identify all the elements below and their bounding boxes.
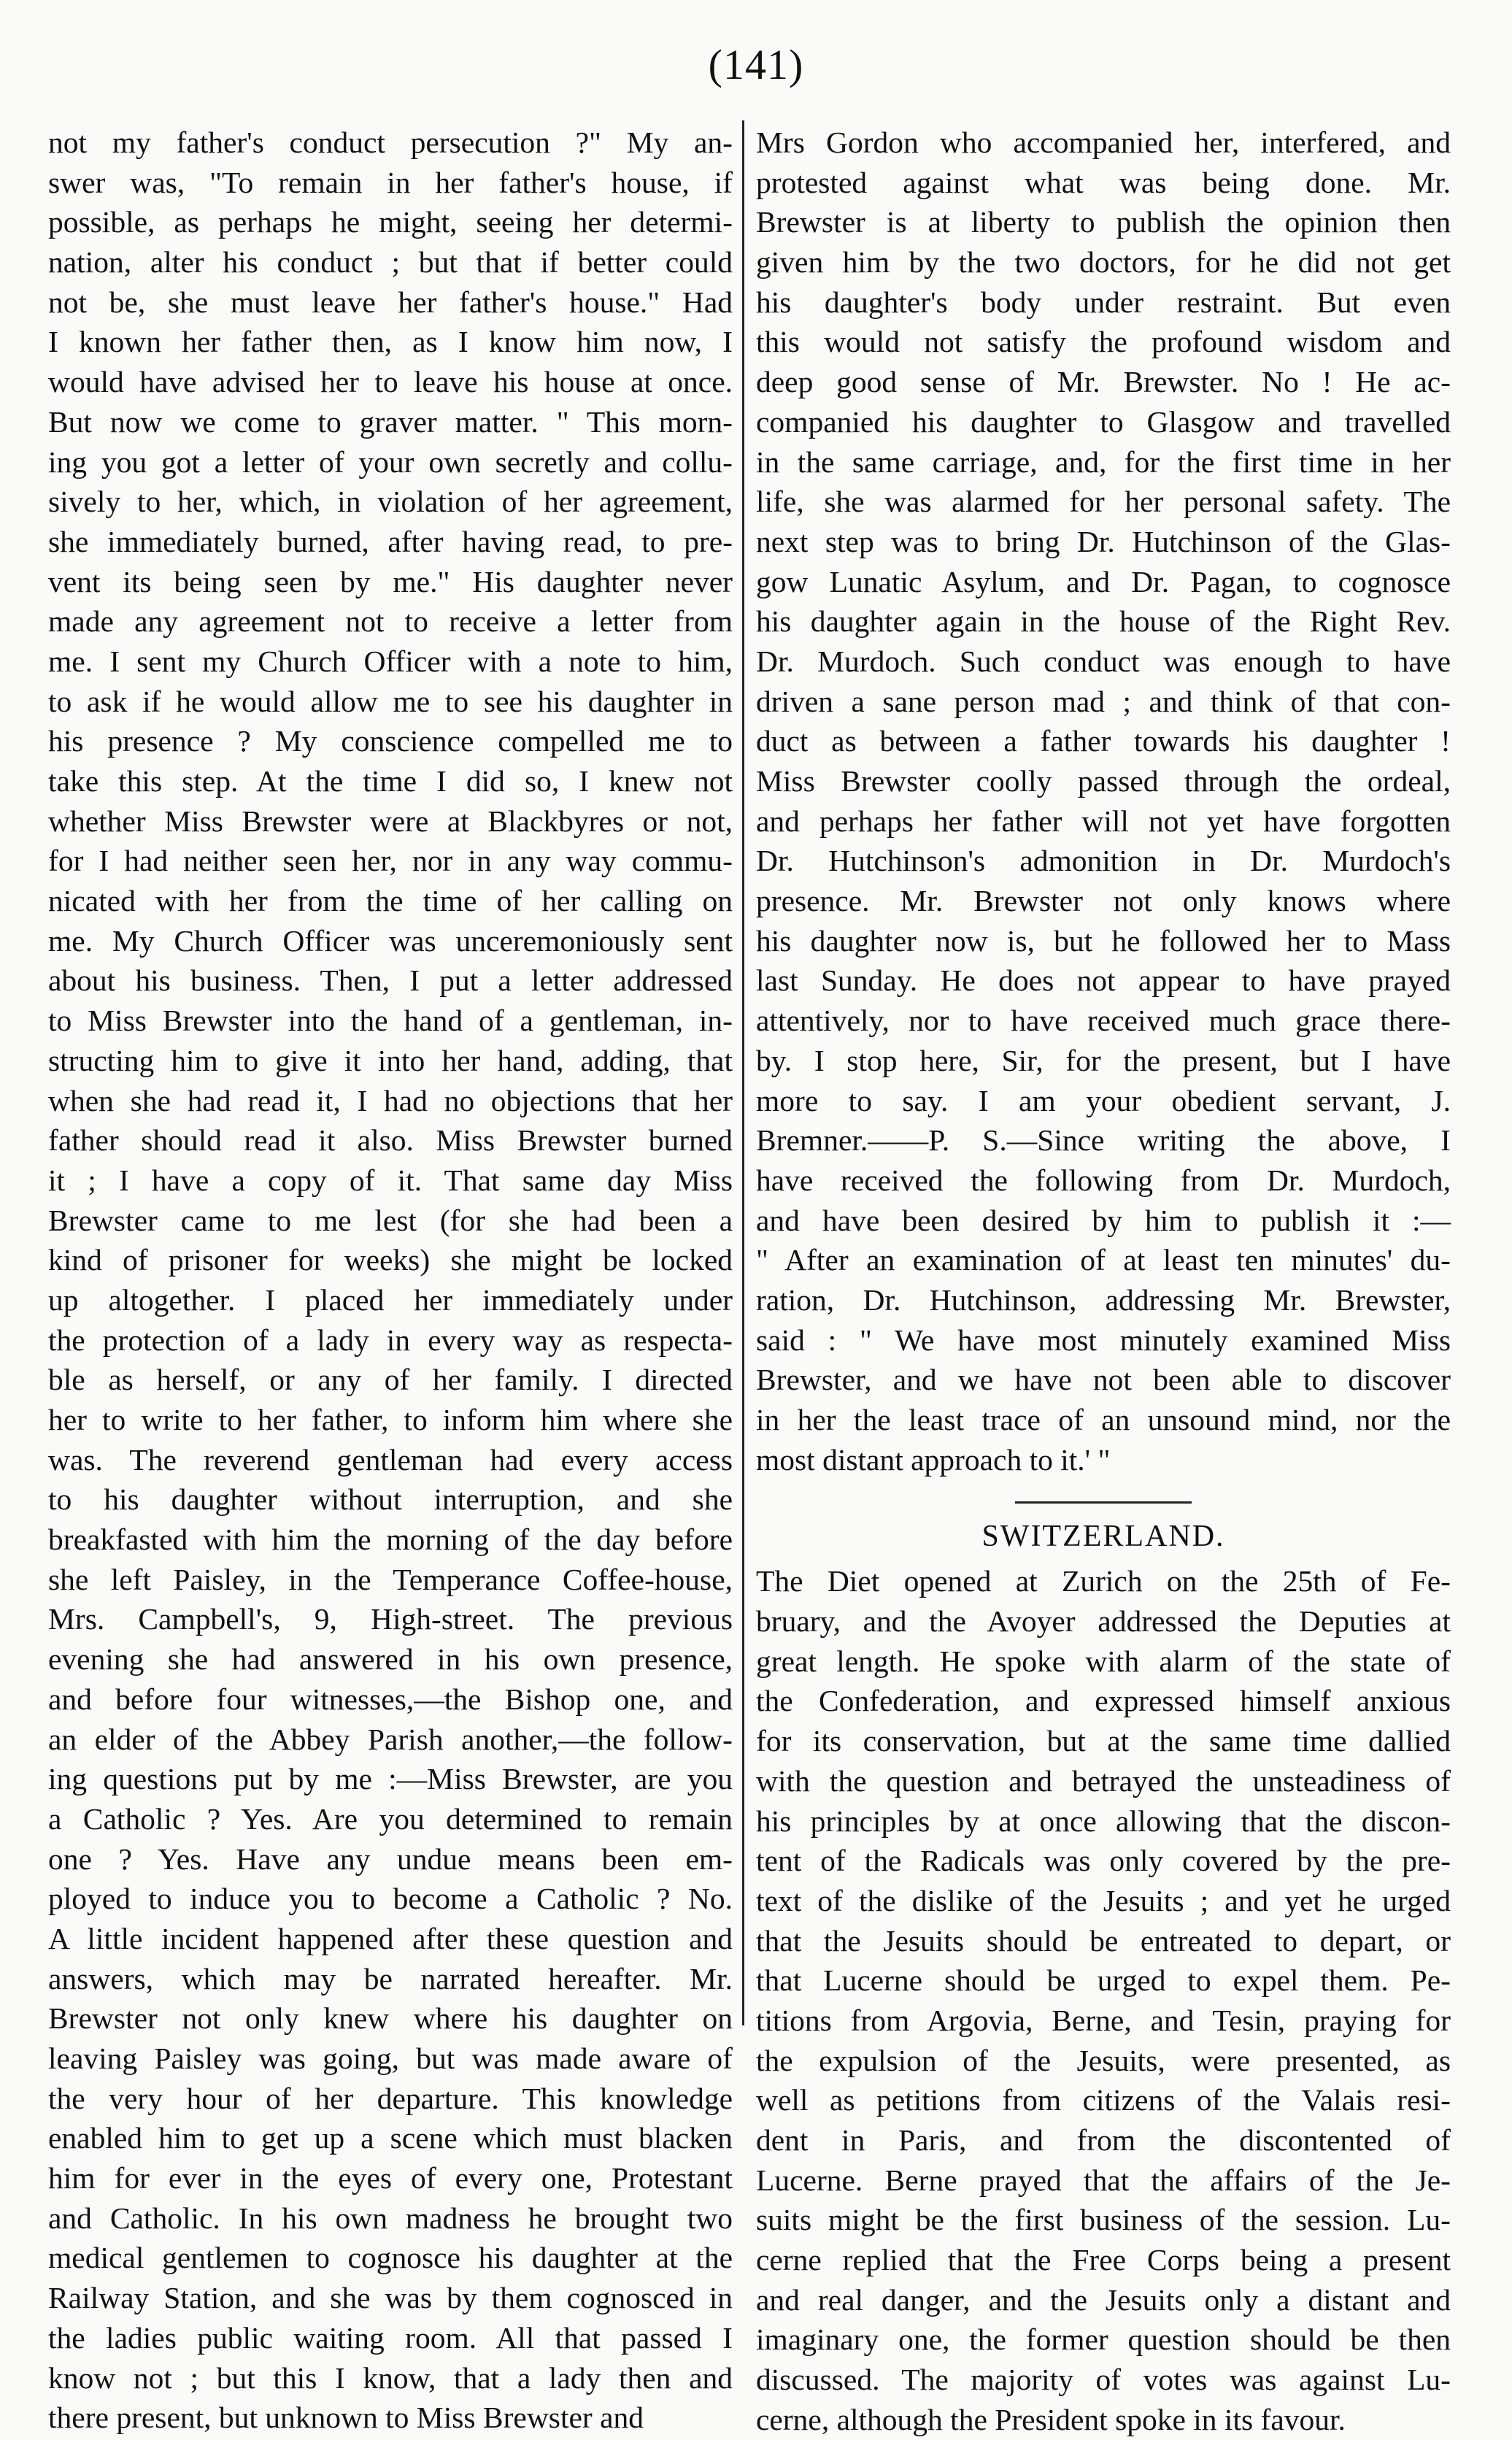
text-line: dent in Paris, and from the discontented of: [756, 2123, 1451, 2157]
text-line: But now we come to graver matter. " This morn-: [48, 404, 733, 439]
section-heading: SWITZERLAND.: [981, 1520, 1225, 1554]
text-line: Brewster came to me lest (for she had been a: [48, 1203, 733, 1237]
text-line: enabled him to get up a scene which must blacken: [48, 2121, 733, 2155]
text-line: and Catholic. In his own madness he brought two: [48, 2201, 733, 2235]
text-line: possible, as perhaps he might, seeing her determi-: [48, 205, 733, 239]
text-line: not my father's conduct persecution ?" My an-: [48, 126, 733, 159]
text-line: breakfasted with him the morning of the day before: [48, 1523, 733, 1557]
text-line: bruary, and the Avoyer addressed the Deputies at: [756, 1604, 1451, 1639]
text-line: in the same carriage, and, for the first time in her: [756, 444, 1451, 479]
text-line: to ask if he would allow me to see his daughter in: [48, 684, 733, 718]
text-line: structing him to give it into her hand, adding, that: [48, 1043, 733, 1077]
text-line: deep good sense of Mr. Brewster. No ! He ac-: [756, 365, 1451, 399]
text-line: ing questions put by me :—Miss Brewster, are you: [48, 1762, 733, 1796]
text-line: and perhaps her father will not yet have forgotten: [756, 804, 1451, 838]
text-line: she immediately burned, after having read, to pre-: [48, 524, 733, 558]
text-line: nicated with her from the time of her calling on: [48, 884, 733, 918]
text-line: ble as herself, or any of her family. I directed: [48, 1363, 733, 1397]
text-line: swer was, "To remain in her father's house, if: [48, 165, 733, 199]
right-column-switzerland-text: [756, 1561, 1451, 2439]
text-line: father should read it also. Miss Brewster burned: [48, 1123, 733, 1158]
text-line: last Sunday. He does not appear to have prayed: [756, 963, 1451, 998]
right-column: [756, 123, 1451, 2440]
text-line: suits might be the first business of the session. Lu-: [756, 2203, 1451, 2237]
text-line: cerne replied that the Free Corps being a present: [756, 2243, 1451, 2277]
text-line: have received the following from Dr. Murdoch,: [756, 1163, 1451, 1197]
text-line: there present, but unknown to Miss Brewster and: [48, 2401, 644, 2435]
text-line: The Diet opened at Zurich on the 25th of Fe-: [756, 1564, 1451, 1598]
text-line: tent of the Radicals was only covered by the pre-: [756, 1844, 1451, 1878]
text-line: titions from Argovia, Berne, and Tesin, praying for: [756, 2003, 1451, 2037]
text-line: next step was to bring Dr. Hutchinson of the Glas-: [756, 524, 1451, 558]
text-line: know not ; but this I know, that a lady then and: [48, 2360, 733, 2395]
text-line: his daughter's body under restraint. But even: [756, 285, 1451, 319]
text-line: companied his daughter to Glasgow and travelled: [756, 404, 1451, 439]
text-line: Brewster, and we have not been able to discover: [756, 1363, 1451, 1397]
text-line: it ; I have a copy of it. That same day Miss: [48, 1163, 733, 1197]
text-line: imaginary one, the former question should be then: [756, 2322, 1451, 2357]
text-line: not be, she must leave her father's house." Had: [48, 285, 733, 319]
text-line: I known her father then, as I know him now, I: [48, 325, 733, 359]
section-separator-rule: [756, 1479, 1451, 1516]
text-line: attentively, nor to have received much grace there-: [756, 1004, 1451, 1038]
text-line: made any agreement not to receive a letter from: [48, 604, 733, 639]
text-line: him for ever in the eyes of every one, Protestant: [48, 2161, 733, 2195]
text-line: that the Jesuits should be entreated to depart, or: [756, 1923, 1451, 1958]
text-line: for I had neither seen her, nor in any way commu-: [48, 844, 733, 878]
text-line: medical gentlemen to cognosce his daughter at the: [48, 2241, 733, 2275]
text-line: vent its being seen by me." His daughter never: [48, 564, 733, 599]
text-line: when she had read it, I had no objections that her: [48, 1083, 733, 1117]
text-line: in her the least trace of an unsound mind, nor the: [756, 1403, 1451, 1436]
text-line: the Confederation, and expressed himself anxious: [756, 1684, 1451, 1718]
text-line: the ladies public waiting room. All that passed I: [48, 2320, 733, 2355]
text-line: said : " We have most minutely examined Miss: [756, 1323, 1451, 1357]
text-line: that Lucerne should be urged to expel them. Pe-: [756, 1963, 1451, 1998]
text-line: his daughter again in the house of the Right Rev.: [756, 604, 1451, 639]
text-line: most distant approach to it.' ": [756, 1442, 1111, 1477]
text-line: a Catholic ? Yes. Are you determined to remain: [48, 1801, 733, 1836]
text-line: text of the dislike of the Jesuits ; and yet he urged: [756, 1883, 1451, 1917]
text-line: driven a sane person mad ; and think of that con-: [756, 684, 1451, 718]
left-column: [48, 123, 733, 2438]
text-line: discussed. The majority of votes was against Lu-: [756, 2363, 1451, 2397]
text-line: about his business. Then, I put a letter addressed: [48, 963, 733, 998]
text-line: Lucerne. Berne prayed that the affairs of the Je-: [756, 2163, 1451, 2197]
text-line: Mrs Gordon who accompanied her, interfered, and: [756, 126, 1451, 159]
text-line: presence. Mr. Brewster not only knows where: [756, 884, 1451, 918]
text-line: life, she was alarmed for her personal safety. The: [756, 485, 1451, 519]
column-divider: [742, 120, 744, 2025]
text-line: me. My Church Officer was unceremoniously sent: [48, 923, 733, 958]
text-line: the expulsion of the Jesuits, were presented, as: [756, 2043, 1451, 2077]
text-line: to Miss Brewster into the hand of a gentleman, in-: [48, 1004, 733, 1038]
text-line: her to write to her father, to inform him where she: [48, 1403, 733, 1436]
text-line: evening she had answered in his own presence,: [48, 1642, 733, 1677]
text-line: duct as between a father towards his daughter !: [756, 724, 1451, 758]
text-line: Railway Station, and she was by them cognosced in: [48, 2281, 733, 2315]
text-line: and have been desired by him to publish it :—: [756, 1203, 1451, 1237]
text-line: this would not satisfy the profound wisdom and: [756, 325, 1451, 359]
text-line: with the question and betrayed the unsteadiness of: [756, 1763, 1451, 1798]
text-line: by. I stop here, Sir, for the present, but I have: [756, 1043, 1451, 1077]
text-line: Brewster is at liberty to publish the opinion then: [756, 205, 1451, 239]
text-line: an elder of the Abbey Parish another,—the follow-: [48, 1722, 733, 1756]
text-line: the very hour of her departure. This knowledge: [48, 2081, 733, 2115]
text-line: cerne, although the President spoke in its favour.: [756, 2402, 1346, 2436]
text-line: Miss Brewster coolly passed through the ordeal,: [756, 764, 1451, 798]
page-number: (141): [708, 41, 804, 88]
text-line: whether Miss Brewster were at Blackbyres or not,: [48, 804, 733, 838]
text-line: one ? Yes. Have any undue means been em-: [48, 1841, 733, 1876]
text-line: and before four witnesses,—the Bishop one, and: [48, 1682, 733, 1716]
text-line: and real danger, and the Jesuits only a distant and: [756, 2282, 1451, 2317]
text-line: his daughter now is, but he followed her to Mass: [756, 923, 1451, 958]
text-line: ployed to induce you to become a Catholic ? No.: [48, 1882, 733, 1916]
text-line: kind of prisoner for weeks) she might be locked: [48, 1243, 733, 1277]
text-line: Dr. Murdoch. Such conduct was enough to have: [756, 644, 1451, 678]
text-line: well as petitions from citizens of the Valais resi-: [756, 2083, 1451, 2117]
text-line: protested against what was being done. Mr.: [756, 165, 1451, 199]
text-line: answers, which may be narrated hereafter. Mr.: [48, 1961, 733, 1996]
text-line: nation, alter his conduct ; but that if better could: [48, 245, 733, 280]
text-line: would have advised her to leave his house at once.: [48, 365, 733, 399]
text-line: up altogether. I placed her immediately under: [48, 1282, 733, 1317]
text-line: given him by the two doctors, for he did not get: [756, 245, 1451, 280]
text-line: sively to her, which, in violation of her agreement,: [48, 485, 733, 519]
text-line: ration, Dr. Hutchinson, addressing Mr. Brewster,: [756, 1282, 1451, 1317]
text-line: A little incident happened after these question and: [48, 1921, 733, 1955]
text-line: " After an examination of at least ten minutes' du-: [756, 1243, 1451, 1277]
text-line: great length. He spoke with alarm of the state of: [756, 1644, 1451, 1678]
text-line: she left Paisley, in the Temperance Coffee-house,: [48, 1562, 733, 1596]
text-line: was. The reverend gentleman had every access: [48, 1442, 733, 1477]
text-line: Brewster not only knew where his daughter on: [48, 2001, 733, 2036]
right-column-letter-text: [756, 123, 1451, 1479]
text-line: his presence ? My conscience compelled me to: [48, 724, 733, 758]
text-line: more to say. I am your obedient servant, J.: [756, 1083, 1451, 1117]
text-line: gow Lunatic Asylum, and Dr. Pagan, to cognosce: [756, 564, 1451, 599]
text-line: the protection of a lady in every way as respecta-: [48, 1323, 733, 1357]
text-line: Mrs. Campbell's, 9, High-street. The previous: [48, 1602, 733, 1636]
text-line: leaving Paisley was going, but was made aware of: [48, 2041, 733, 2075]
text-line: to his daughter without interruption, and she: [48, 1482, 733, 1517]
text-line: take this step. At the time I did so, I knew not: [48, 764, 733, 798]
text-line: me. I sent my Church Officer with a note to him,: [48, 644, 733, 678]
text-line: Dr. Hutchinson's admonition in Dr. Murdoch's: [756, 844, 1451, 878]
text-line: for its conservation, but at the same time dallied: [756, 1724, 1451, 1758]
text-line: Bremner.——P. S.—Since writing the above, I: [756, 1123, 1451, 1158]
text-line: his principles by at once allowing that the discon-: [756, 1804, 1451, 1838]
text-line: ing you got a letter of your own secretly and collu-: [48, 444, 733, 479]
